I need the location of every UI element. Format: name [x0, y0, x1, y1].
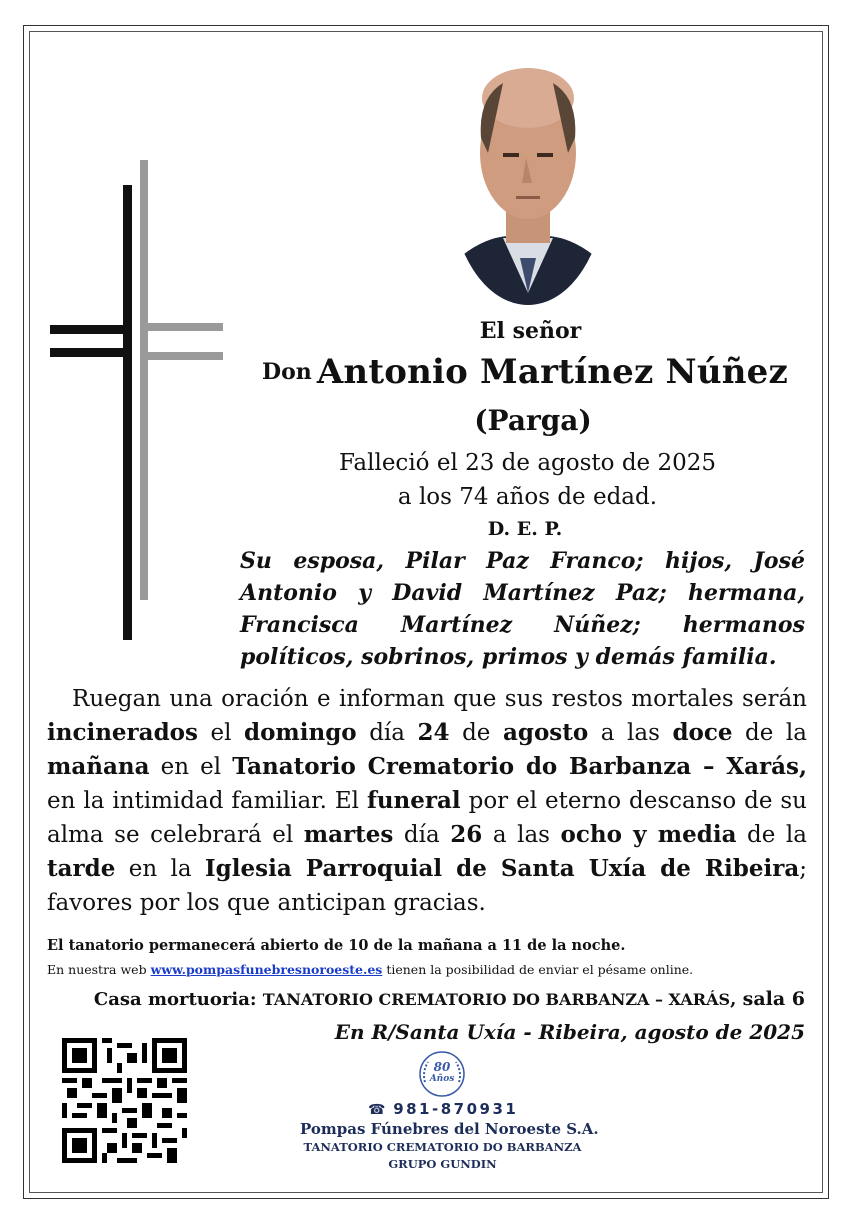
phone-icon: ☎: [368, 1102, 386, 1118]
honorific: Don: [261, 359, 312, 385]
death-date: Falleció el 23 de agosto de 2025: [339, 450, 716, 476]
cross-icon: [45, 155, 230, 645]
company-name: Pompas Fúnebres del Noroeste S.A.: [300, 1120, 599, 1138]
family-list: Su esposa, Pilar Paz Franco; hijos, José Antonio y David Martínez Paz; hermana, Francisca Martínez Núñez; hermanos políticos, sobrinos, primos y demás familia.: [240, 548, 805, 670]
tanatorio-name: TANATORIO CREMATORIO DO BARBANZA: [303, 1140, 582, 1154]
deceased-name: Antonio Martínez Núñez: [316, 352, 789, 392]
title-prefix: El señor: [479, 318, 582, 344]
web-note: En nuestra web www.pompasfunebresnoroeste.es tienen la posibilidad de enviar el pésame online.: [47, 962, 694, 977]
seal-text: Años: [429, 1074, 455, 1084]
phone-number[interactable]: ☎ 981-870931: [368, 1100, 519, 1118]
ceremony-details: Ruegan una oración e informan que sus restos mortales serán incinerados el domingo día 24 de agosto a las doce de la mañana en el Tanatorio Crematorio do Barbanza – Xarás, en la intimidad familiar. El funeral por el eterno descanso de su alma se celebrará el martes día 26 a las ocho y media de la tarde en la Iglesia Parroquial de Santa Uxía de Ribeira; favores por los que anticipan gracias.: [47, 686, 808, 916]
website-link[interactable]: www.pompasfunebresnoroeste.es: [150, 962, 383, 977]
deceased-name-line: [245, 352, 805, 392]
qr-code[interactable]: [62, 1038, 187, 1163]
casa-mortuoria: Casa mortuoria: TANATORIO CREMATORIO DO BARBANZA – XARÁS, sala 6: [93, 988, 805, 1010]
age: a los 74 años de edad.: [397, 484, 658, 510]
group-name: GRUPO GUNDIN: [388, 1157, 497, 1171]
rip-text: D. E. P.: [487, 518, 563, 540]
portrait-photo: [448, 58, 608, 308]
signoff-place-date: En R/Santa Uxía - Ribeira, agosto de 2025: [334, 1020, 805, 1044]
seal-number: 80: [433, 1060, 451, 1074]
anniversary-seal: [416, 1048, 468, 1100]
nickname: (Parga): [474, 404, 592, 437]
tanatorio-hours: El tanatorio permanecerá abierto de 10 de la mañana a 11 de la noche.: [47, 937, 626, 954]
